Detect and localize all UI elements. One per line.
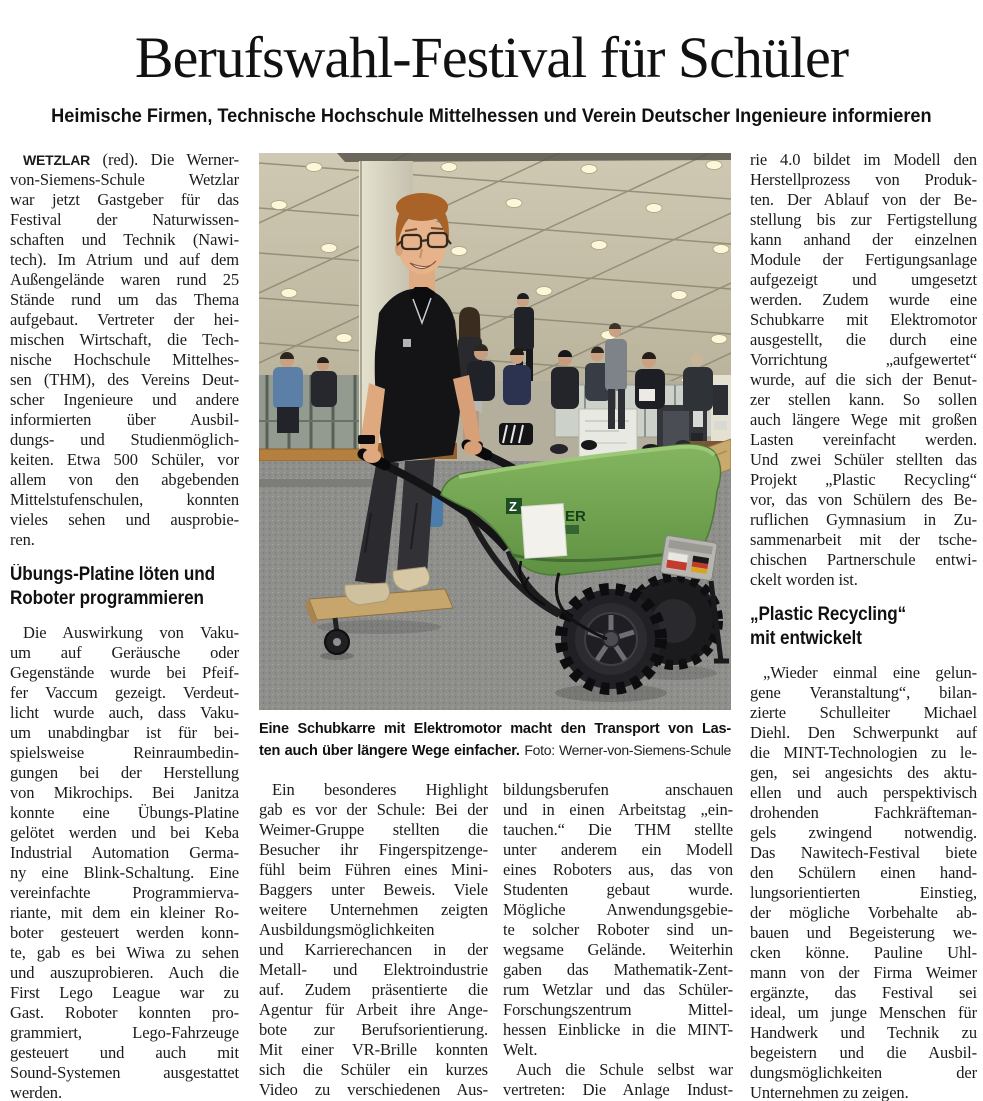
text-line: Handwerk und Technik zu	[750, 1023, 977, 1042]
text-line: Und zwei Schüler stellten das	[750, 450, 977, 469]
caption-credit: Foto: Werner-von-Siemens-Schule	[524, 742, 731, 758]
text-line: cken könne. Pauline Uhl-	[750, 943, 977, 962]
motor-box	[660, 535, 717, 581]
text-line: vieles sehen und ausprobie-	[10, 510, 239, 529]
text-line: boter gesteuert werden konn-	[10, 923, 239, 942]
wristwatch	[358, 435, 375, 444]
text-line: von-Siemens-Schule Wetzlar	[10, 170, 239, 189]
text-line: aufgebaut. Vertreter der hei-	[10, 310, 239, 329]
text-line: und in einen Arbeitstag „ein-	[503, 800, 733, 819]
text-line: gaben das Mathematik-Zent-	[503, 960, 733, 979]
text-line: Projekt „Plastic Recycling“	[750, 470, 977, 489]
text-line: Welt.	[503, 1040, 538, 1059]
text-line: Stände rund um das Thema	[10, 290, 239, 309]
text-line: werden.	[10, 1083, 62, 1101]
text-line: riante, mit dem ein kleiner Ro-	[10, 903, 239, 922]
text-line: Gegenstände wurde bei Pfeif-	[10, 663, 239, 682]
text-line: und Karrierechancen in der	[259, 940, 488, 959]
caption-text: ten auch über längere Wege einfacher.	[259, 743, 520, 759]
text-line: war jetzt Gastgeber für das	[10, 190, 239, 209]
paragraph-bilanz	[750, 663, 977, 1101]
text-line: Besucher ihr Fingerspitzenge-	[259, 840, 488, 859]
text-line: Baggers unter Beweis. Viele	[259, 880, 488, 899]
text-line: Studenten gebaut wurde.	[503, 880, 733, 899]
text-line: auch längere Wege mit großen	[750, 410, 977, 429]
text-line: Festival der Naturwissen-	[10, 210, 239, 229]
left-hand	[363, 449, 381, 463]
caption-line	[259, 740, 731, 761]
white-cover-sheet	[521, 504, 567, 559]
text-line: von Mikrochips. Bei Janitza	[10, 783, 239, 802]
text-line: Herstellprozess von Produk-	[750, 170, 977, 189]
text-line: weitere Unternehmen zeigten	[259, 900, 488, 919]
left-shoe	[345, 583, 390, 605]
text-line: drohenden Fachkräfteman-	[750, 803, 977, 822]
text-line: dungs- und Studienmöglich-	[10, 430, 239, 449]
paragraph-intro	[10, 150, 239, 550]
text-line: Mittelstufenschulen, konnten	[10, 490, 239, 509]
german-flag-sticker	[691, 556, 709, 574]
text-line: um auf Geräusche oder	[10, 643, 239, 662]
caption-line	[259, 719, 731, 740]
text-line: begeistern und die Ausbil-	[750, 1043, 977, 1062]
paragraph-schule	[503, 1060, 733, 1100]
text-line: First Lego League war zu	[10, 983, 239, 1002]
text-line: Gast. Roboter konnten pro-	[10, 1003, 239, 1022]
text-line: sich die Schüler ein kurzes	[259, 1060, 488, 1079]
subheadline: Heimische Firmen, Technische Hochschule Mittelhessen und Verein Deutscher Ingenieure informieren	[51, 105, 932, 127]
text-line: allem von den abgebenden	[10, 470, 239, 489]
text-line: Vorrichtung „aufgewertet“	[750, 350, 977, 369]
text-line: um unabdingbar ist für bei-	[10, 723, 239, 742]
text-line: ten. Der Ablauf von der Be-	[750, 190, 977, 209]
text-line: bauen und Begeisterung we-	[750, 923, 977, 942]
text-line: nische Hochschule Mittelhes-	[10, 350, 239, 369]
text-line: Das Nawitech-Festival biete	[750, 843, 977, 862]
subhead-uebungs-platine	[10, 563, 239, 611]
paragraph-industrie	[750, 150, 977, 590]
text-line: der mögliche Vorbehalte ab-	[750, 903, 977, 922]
text-line: sen (THM), des Vereins Deut-	[10, 370, 239, 389]
text-line: ny eine Blink-Schaltung. Eine	[10, 863, 239, 882]
subhead-line: mit entwickelt	[750, 628, 862, 649]
text-line: lungsorientierten Einstieg,	[750, 883, 977, 902]
text-line: informierten über Ausbil-	[10, 410, 239, 429]
text-line: Agentur für Arbeit ihre Ange-	[259, 1000, 488, 1019]
drive-wheel	[561, 589, 661, 689]
text-line: Sound-Systemen ausgestattet	[10, 1063, 239, 1082]
text-line: die MINT-Technologien zu le-	[750, 743, 977, 762]
article-column-3	[503, 780, 733, 1100]
text-line: ren.	[10, 530, 35, 549]
subheadline-row	[0, 101, 983, 131]
text-line: Forschungszentrum Mittel-	[503, 1000, 733, 1019]
text-line: kann anhand der einzelnen	[750, 230, 977, 249]
text-line: gene Veranstaltung“, bilan-	[750, 683, 977, 702]
text-line: zierte Schulleiter Michael	[750, 703, 977, 722]
article-column-4	[750, 150, 977, 1101]
text-line: vereinfachte Programmierva-	[10, 883, 239, 902]
text-line: mischen Wirtschaft, die Tech-	[10, 330, 239, 349]
text-line: gen, sei angesichts des aktu-	[750, 763, 977, 782]
text-line: werden. Zudem wurde eine	[750, 290, 977, 309]
platform-caster	[325, 630, 349, 654]
text-line: Unternehmen zu zeigen.	[750, 1083, 909, 1101]
text-line: wegsame Gelände. Weiterhin	[503, 940, 733, 959]
text-line: den Schülern einen hand-	[750, 863, 977, 882]
text-line: tech). Im Atrium und auf dem	[10, 250, 239, 269]
caption-text: Eine Schubkarre mit Elektromotor macht den Transport von Las-	[259, 721, 731, 737]
text-line: unter anderem ein Modell	[503, 840, 733, 859]
text-line: gelötet werden und bei Keba	[10, 823, 239, 842]
text-line: hessen Einblicke in die MINT-	[503, 1020, 733, 1039]
text-line: eines Roboters aus, das von	[503, 860, 733, 879]
subhead-plastic-recycling	[750, 603, 977, 651]
text-line: keiten. Etwa 500 Schüler, vor	[10, 450, 239, 469]
text-line: schaften und Technik (Nawi-	[10, 230, 239, 249]
text-line: vertreten: Die Anlage Indust-	[503, 1080, 733, 1099]
text-line: Video zu verschiedenen Aus-	[259, 1080, 488, 1099]
text-line: mann von der Firma Weimer	[750, 963, 977, 982]
text-line: Metall- und Elektroindustrie	[259, 960, 488, 979]
paragraph-highlight	[259, 780, 488, 1100]
text-line: ellen und auch perspektivisch	[750, 783, 977, 802]
text-line: Weimer-Gruppe stellten die	[259, 820, 488, 839]
text-line: spielsweise Reinraumbedin-	[10, 743, 239, 762]
text-line: Lasten vereinfacht werden.	[750, 430, 977, 449]
text-line: Diehl. Den Schwerpunkt auf	[750, 723, 977, 742]
text-line: auf. Zudem präsentierte die	[259, 980, 488, 999]
text-line: ideal, um junge Menschen für	[750, 1003, 977, 1022]
text-line: te solcher Roboter sind un-	[503, 920, 733, 939]
text-line: Außengelände waren rund 25	[10, 270, 239, 289]
paragraph-thm	[503, 780, 733, 1060]
subhead-line: Übungs-Platine löten und	[10, 564, 215, 585]
text-line: rum Wetzlar und das Schüler-	[503, 980, 733, 999]
text-line: licht wurde auch, dass Vaku-	[10, 703, 239, 722]
text-line: Industrial Automation Germa-	[10, 843, 239, 862]
text-line: fer Vaccum gezeigt. Verdeut-	[10, 683, 239, 702]
paragraph-vakuum	[10, 623, 239, 1101]
text-line: wurde, auf die sich der Benut-	[750, 370, 977, 389]
text-line: Mit einer VR-Brille konnten	[259, 1040, 488, 1059]
text-line: und auszuprobieren. Auch die	[10, 963, 239, 982]
subhead-line: „Plastic Recycling“	[750, 604, 907, 625]
article-column-2	[259, 780, 488, 1100]
text-line: te, gab es bei Wiwa zu sehen	[10, 943, 239, 962]
text-line: ausgestellt, die durch eine	[750, 330, 977, 349]
text-line: gels zwingend notwendig.	[750, 823, 977, 842]
subhead-line: Roboter programmieren	[10, 588, 204, 609]
text-line: scher Ingenieure und andere	[10, 390, 239, 409]
photo-figure	[259, 153, 731, 710]
text-line: ruflichen Gymnasium in Zu-	[750, 510, 977, 529]
text-line: rie 4.0 bildet im Modell den	[750, 150, 977, 169]
shirt-logo	[403, 339, 411, 347]
text-line: Ein besonderes Highlight	[272, 780, 488, 799]
text-line: aufgezeigt und umgesetzt	[750, 270, 977, 289]
text-line: gab es vor der Schule: Bei der	[259, 800, 488, 819]
text-line: dungsmöglichkeiten der	[750, 1063, 977, 1082]
text-line: chischen Partnerschule entwi-	[750, 550, 977, 569]
right-hand	[464, 441, 482, 455]
text-line: zer stellen kann. So sollen	[750, 390, 977, 409]
text-line: gungen bei der Herstellung	[10, 763, 239, 782]
text-line: tauchen.“ Die THM stellte	[503, 820, 733, 839]
text-line: Module der Fertigungsanlage	[750, 250, 977, 269]
text-line: WETZLAR (red). Die Werner-	[23, 150, 239, 169]
text-line: konnte eine Übungs-Platine	[10, 803, 239, 822]
text-line: Die Auswirkung von Vaku-	[23, 623, 239, 642]
atrium-photo	[259, 153, 731, 710]
dateline-lead: WETZLAR	[23, 152, 91, 168]
text-line: ergänzte, das Festival sei	[750, 983, 977, 1002]
text-line: stellung bis zur Fertigstellung	[750, 210, 977, 229]
svg-text:Z: Z	[509, 499, 517, 514]
text-line: grammiert, Lego-Fahrzeuge	[10, 1023, 239, 1042]
text-line: „Wieder einmal eine gelun-	[763, 663, 977, 682]
headline: Berufswahl-Festival für Schüler	[134, 25, 849, 90]
text-line: sammenarbeit mit der tsche-	[750, 530, 977, 549]
photo-caption	[259, 719, 731, 761]
text-line: ckelt worden ist.	[750, 570, 858, 589]
text-line: vor, das von Schülern des Be-	[750, 490, 977, 509]
text-line: fühl beim Führen eines Mini-	[259, 860, 488, 879]
text-line: gesteuert und auch mit	[10, 1043, 239, 1062]
svg-text:ER: ER	[565, 508, 586, 525]
text-line: Ausbildungsmöglichkeiten	[259, 920, 435, 939]
text-line: Auch die Schule selbst war	[516, 1060, 733, 1079]
text-line: bildungsberufen anschauen	[503, 780, 733, 799]
text-line: Mögliche Anwendungsgebie-	[503, 900, 733, 919]
text-line: Schubkarre mit Elektromotor	[750, 310, 977, 329]
text-line: bote zur Berufsorientierung.	[259, 1020, 488, 1039]
article-column-1	[10, 150, 239, 1101]
